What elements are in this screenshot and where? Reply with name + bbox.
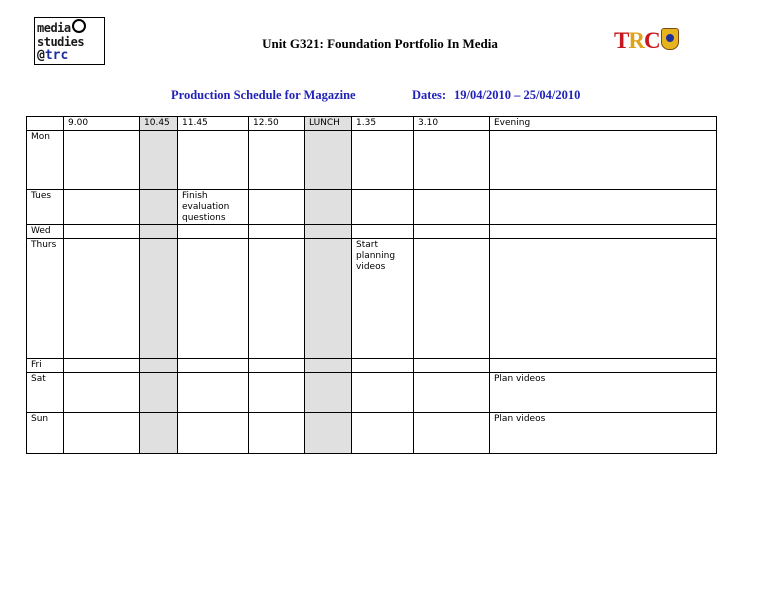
schedule-title: Production Schedule for Magazine <box>171 88 356 102</box>
schedule-cell-sun-3-10 <box>414 413 490 454</box>
day-label-sun: Sun <box>27 413 64 454</box>
schedule-cell-sun-9-00 <box>64 413 140 454</box>
schedule-cell-sun-10-45 <box>140 413 178 454</box>
schedule-dates <box>412 88 580 103</box>
schedule-cell-thurs-10-45 <box>140 239 178 359</box>
dates-value: 19/04/2010 – 25/04/2010 <box>454 88 581 102</box>
schedule-cell-fri-10-45 <box>140 359 178 373</box>
header-cell-10-45: 10.45 <box>140 117 178 131</box>
table-row <box>27 413 717 454</box>
logo-line-media: media <box>37 21 71 35</box>
schedule-cell-tues-11-45: Finish evaluation questions <box>178 190 249 225</box>
schedule-cell-mon-11-45 <box>178 131 249 190</box>
schedule-cell-wed-evening <box>490 225 717 239</box>
schedule-cell-sat-10-45 <box>140 373 178 413</box>
header-cell-11-45: 11.45 <box>178 117 249 131</box>
dates-label: Dates: <box>412 88 447 102</box>
header-cell-12-50: 12.50 <box>249 117 305 131</box>
schedule-cell-wed-3-10 <box>414 225 490 239</box>
schedule-cell-fri-1-35 <box>352 359 414 373</box>
day-label-wed: Wed <box>27 225 64 239</box>
day-label-fri: Fri <box>27 359 64 373</box>
schedule-cell-thurs-9-00 <box>64 239 140 359</box>
schedule-cell-sat-12-50 <box>249 373 305 413</box>
logo-line-trc: trc <box>44 48 69 63</box>
schedule-cell-sat-11-45 <box>178 373 249 413</box>
schedule-cell-tues-10-45 <box>140 190 178 225</box>
schedule-cell-mon-10-45 <box>140 131 178 190</box>
table-row <box>27 131 717 190</box>
header-cell-9-00: 9.00 <box>64 117 140 131</box>
schedule-cell-tues-3-10 <box>414 190 490 225</box>
schedule-cell-wed-11-45 <box>178 225 249 239</box>
schedule-cell-sun-lunch <box>305 413 352 454</box>
schedule-cell-mon-9-00 <box>64 131 140 190</box>
header-cell-3-10: 3.10 <box>414 117 490 131</box>
table-row <box>27 225 717 239</box>
logo-at-symbol: @ <box>37 48 45 63</box>
schedule-cell-mon-evening <box>490 131 717 190</box>
schedule-cell-thurs-evening <box>490 239 717 359</box>
schedule-cell-thurs-1-35: Start planning videos <box>352 239 414 359</box>
header-cell-lunch: LUNCH <box>305 117 352 131</box>
header-cell-corner <box>27 117 64 131</box>
schedule-cell-fri-11-45 <box>178 359 249 373</box>
logo-line-studies: studies <box>37 35 85 49</box>
schedule-cell-wed-lunch <box>305 225 352 239</box>
schedule-cell-sun-12-50 <box>249 413 305 454</box>
header-cell-1-35: 1.35 <box>352 117 414 131</box>
schedule-cell-wed-1-35 <box>352 225 414 239</box>
logo-circle-icon <box>72 19 86 33</box>
trc-logo-c: C <box>643 28 660 53</box>
document-title: Unit G321: Foundation Portfolio In Media <box>262 36 498 51</box>
trc-logo-r: R <box>628 28 644 53</box>
table-row <box>27 239 717 359</box>
schedule-cell-fri-9-00 <box>64 359 140 373</box>
schedule-cell-sun-11-45 <box>178 413 249 454</box>
schedule-cell-wed-10-45 <box>140 225 178 239</box>
schedule-cell-fri-3-10 <box>414 359 490 373</box>
schedule-cell-mon-12-50 <box>249 131 305 190</box>
table-row <box>27 373 717 413</box>
schedule-cell-sat-evening: Plan videos <box>490 373 717 413</box>
day-label-sat: Sat <box>27 373 64 413</box>
schedule-cell-sat-lunch <box>305 373 352 413</box>
schedule-cell-mon-1-35 <box>352 131 414 190</box>
production-schedule-table <box>26 116 717 454</box>
schedule-cell-tues-9-00 <box>64 190 140 225</box>
day-label-thurs: Thurs <box>27 239 64 359</box>
schedule-cell-wed-9-00 <box>64 225 140 239</box>
trc-logo <box>614 28 704 54</box>
schedule-cell-sat-1-35 <box>352 373 414 413</box>
header-cell-evening: Evening <box>490 117 717 131</box>
schedule-cell-mon-3-10 <box>414 131 490 190</box>
schedule-cell-thurs-11-45 <box>178 239 249 359</box>
schedule-cell-thurs-3-10 <box>414 239 490 359</box>
schedule-cell-sat-9-00 <box>64 373 140 413</box>
day-label-mon: Mon <box>27 131 64 190</box>
schedule-cell-tues-1-35 <box>352 190 414 225</box>
schedule-cell-tues-evening <box>490 190 717 225</box>
schedule-cell-fri-12-50 <box>249 359 305 373</box>
schedule-cell-mon-lunch <box>305 131 352 190</box>
table-row <box>27 190 717 225</box>
schedule-cell-tues-12-50 <box>249 190 305 225</box>
schedule-cell-tues-lunch <box>305 190 352 225</box>
table-row <box>27 359 717 373</box>
header-row <box>27 117 717 131</box>
media-studies-logo <box>34 17 105 65</box>
schedule-cell-fri-evening <box>490 359 717 373</box>
schedule-cell-sun-evening: Plan videos <box>490 413 717 454</box>
schedule-cell-fri-lunch <box>305 359 352 373</box>
crest-icon <box>661 28 679 50</box>
day-label-tues: Tues <box>27 190 64 225</box>
schedule-cell-thurs-lunch <box>305 239 352 359</box>
schedule-cell-sun-1-35 <box>352 413 414 454</box>
trc-logo-t: T <box>614 28 629 53</box>
schedule-cell-thurs-12-50 <box>249 239 305 359</box>
schedule-cell-wed-12-50 <box>249 225 305 239</box>
schedule-cell-sat-3-10 <box>414 373 490 413</box>
